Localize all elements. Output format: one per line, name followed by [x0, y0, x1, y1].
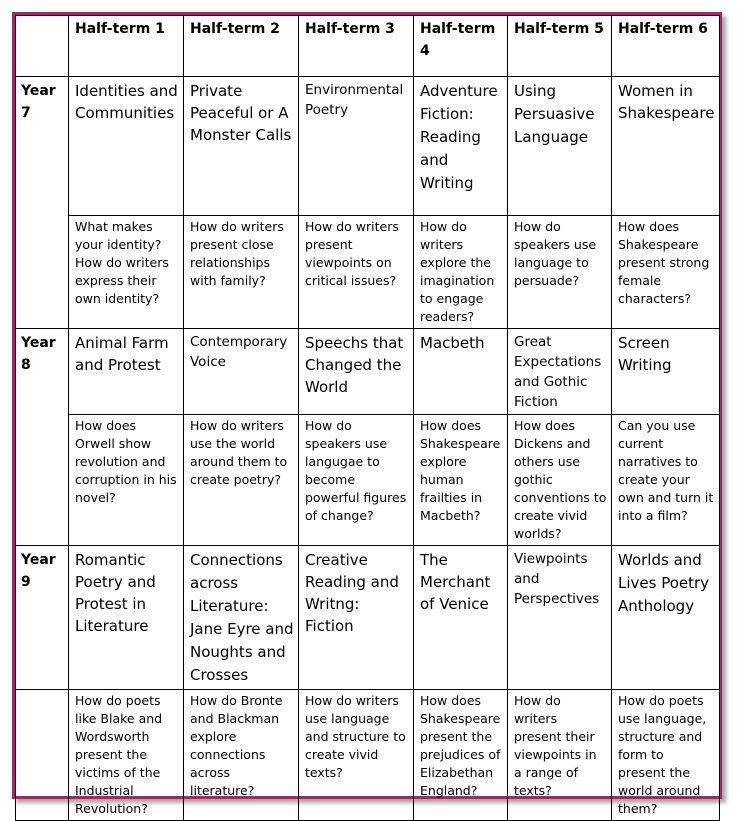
- header-half-term-4: Half-term 4: [414, 16, 508, 77]
- question-cell: How do writers present close relationships with family?: [184, 216, 299, 329]
- year-8-topics-row: [16, 329, 720, 415]
- year-7-label: Year 7: [16, 77, 69, 216]
- year-8-label: Year 8: [16, 329, 69, 415]
- topic-cell: Creative Reading and Writng: Fiction: [299, 546, 414, 690]
- topic-cell: Adventure Fiction: Reading and Writing: [414, 77, 508, 216]
- topic-cell: Connections across Literature: Jane Eyre and Noughts and Crosses: [184, 546, 299, 690]
- header-half-term-1: Half-term 1: [69, 16, 184, 77]
- topic-cell: Worlds and Lives Poetry Anthology: [612, 546, 720, 690]
- topic-cell: The Merchant of Venice: [414, 546, 508, 690]
- topic-cell: Viewpoints and Perspectives: [508, 546, 612, 690]
- topic-cell: Screen Writing: [612, 329, 720, 415]
- question-cell: How do writers use language and structure to create vivid texts?: [299, 690, 414, 821]
- question-cell: How do writers use the world around them to create poetry?: [184, 415, 299, 546]
- question-cell: How does Shakespeare present the prejudices of Elizabethan England?: [414, 690, 508, 821]
- question-cell: How do poets use language, structure and form to present the world around them?: [612, 690, 720, 821]
- year-8-spacer: [16, 415, 69, 546]
- question-cell: How does Shakespeare present strong female characters?: [612, 216, 720, 329]
- year-7-spacer: [16, 216, 69, 329]
- question-cell: How do writers present viewpoints on critical issues?: [299, 216, 414, 329]
- question-cell: How do speakers use langugae to become powerful figures of change?: [299, 415, 414, 546]
- header-half-term-2: Half-term 2: [184, 16, 299, 77]
- topic-cell: Great Expectations and Gothic Fiction: [508, 329, 612, 415]
- question-cell: How do poets like Blake and Wordsworth present the victims of the Industrial Revolution?: [69, 690, 184, 821]
- year-9-spacer: [16, 690, 69, 821]
- header-half-term-3: Half-term 3: [299, 16, 414, 77]
- topic-cell: Speechs that Changed the World: [299, 329, 414, 415]
- question-cell: Can you use current narratives to create your own and turn it into a film?: [612, 415, 720, 546]
- question-cell: How do writers explore the imagination to engage readers?: [414, 216, 508, 329]
- question-cell: How do Bronte and Blackman explore connections across literature?: [184, 690, 299, 821]
- year-7-topics-row: [16, 77, 720, 216]
- curriculum-table: [15, 15, 720, 821]
- curriculum-frame: [12, 12, 722, 816]
- topic-cell: Using Persuasive Language: [508, 77, 612, 216]
- year-7-questions-row: [16, 216, 720, 329]
- year-9-label: Year 9: [16, 546, 69, 690]
- question-cell: How do speakers use language to persuade?: [508, 216, 612, 329]
- topic-cell: Identities and Communities: [69, 77, 184, 216]
- topic-cell: Animal Farm and Protest: [69, 329, 184, 415]
- header-half-term-6: Half-term 6: [612, 16, 720, 77]
- corner-cell: [16, 16, 69, 77]
- year-9-questions-row: [16, 690, 720, 821]
- year-8-questions-row: [16, 415, 720, 546]
- topic-cell: Romantic Poetry and Protest in Literature: [69, 546, 184, 690]
- topic-cell: Private Peaceful or A Monster Calls: [184, 77, 299, 216]
- question-cell: How does Shakespeare explore human frailties in Macbeth?: [414, 415, 508, 546]
- question-cell: How does Dickens and others use gothic conventions to create vivid worlds?: [508, 415, 612, 546]
- question-cell: How do writers present their viewpoints in a range of texts?: [508, 690, 612, 821]
- header-row: [16, 16, 720, 77]
- question-cell: What makes your identity? How do writers express their own identity?: [69, 216, 184, 329]
- topic-cell: Macbeth: [414, 329, 508, 415]
- question-cell: How does Orwell show revolution and corruption in his novel?: [69, 415, 184, 546]
- year-9-topics-row: [16, 546, 720, 690]
- topic-cell: Environmental Poetry: [299, 77, 414, 216]
- topic-cell: Women in Shakespeare: [612, 77, 720, 216]
- topic-cell: Contemporary Voice: [184, 329, 299, 415]
- header-half-term-5: Half-term 5: [508, 16, 612, 77]
